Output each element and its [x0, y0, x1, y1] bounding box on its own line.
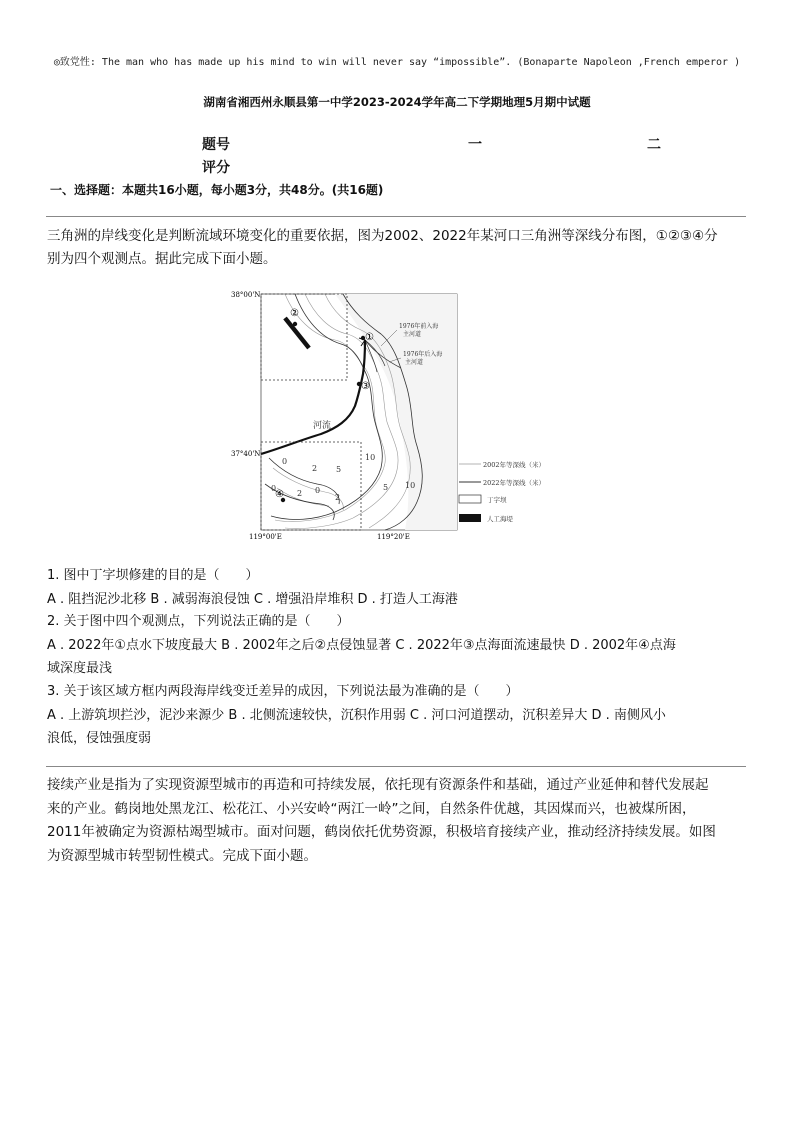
legend-item-2022: 2022年等深线（米）: [483, 479, 546, 487]
point3-label: ③: [361, 381, 370, 392]
depth-label: 2: [297, 489, 303, 498]
header-motto: ◎致党性: The man who has made up his mind to win will never say “impossible”. (Bonaparte Napoleon ,French emperor ): [53, 57, 741, 68]
lat-top-label: 38°00'N: [231, 291, 261, 299]
depth-label: 2: [312, 464, 318, 473]
old-channel-label-line2: 主河道: [403, 331, 422, 338]
depth-label: 0: [271, 484, 277, 493]
q3-options-line2: 浪低，侵蚀强度弱: [47, 731, 152, 746]
score-table-col1: 一: [468, 137, 482, 153]
q1-options: A . 阻挡泥沙北移 B . 减弱海浪侵蚀 C . 增强沿岸堆积 D . 打造人工海港: [47, 592, 458, 607]
new-channel-label-line2: 主河道: [405, 359, 424, 366]
depth-label: 10: [405, 481, 416, 490]
point4-label: ④: [275, 489, 284, 500]
observation-point-2: [293, 322, 297, 326]
delta-map-figure: [225, 288, 575, 548]
lon-left-label: 119°00'E: [249, 533, 282, 541]
group1-intro-line2: 别为四个观测点。据此完成下面小题。: [47, 251, 277, 267]
map-legend: [459, 460, 545, 523]
group2-line1: 接续产业是指为了实现资源型城市的再造和可持续发展，依托现有资源条件和基础，通过产业延伸和替代发展起: [47, 777, 709, 793]
score-table-row2-label: 评分: [202, 160, 230, 176]
legend-item-seawall: 人工海堤: [487, 515, 513, 523]
group2-line2: 来的产业。鹤岗地处黑龙江、松花江、小兴安岭“两江一岭”之间，自然条件优越，其因煤而兴，也被煤所困，: [47, 801, 696, 817]
legend-swatch-seawall: [459, 514, 481, 522]
group2-line4: 为资源型城市转型韧性模式。完成下面小题。: [47, 848, 317, 864]
depth-label: 5: [336, 465, 342, 474]
q3-stem: 3. 关于该区域方框内两段海岸线变迁差异的成因，下列说法最为准确的是（ ）: [47, 684, 519, 699]
q1-stem: 1. 图中丁字坝修建的目的是（ ）: [47, 568, 259, 583]
section-heading: 一、选择题：本题共16小题，每小题3分，共48分。(共16题): [50, 183, 384, 197]
lat-mid-label: 37°40'N: [231, 450, 261, 458]
score-table-col2: 二: [647, 137, 661, 153]
divider: [46, 766, 746, 767]
depth-label: 2: [335, 493, 341, 502]
new-channel-label-line1: 1976年后入海: [403, 351, 443, 358]
depth-label: 0: [315, 486, 321, 495]
depth-label: 0: [282, 457, 288, 466]
group1-intro-line1: 三角洲的岸线变化是判断流域环境变化的重要依据，图为2002、2022年某河口三角洲等深线分布图，①②③④分: [47, 228, 718, 244]
lon-right-label: 119°20'E: [377, 533, 410, 541]
old-channel-label-line1: 1976年前入海: [399, 323, 439, 330]
depth-label: 10: [365, 453, 376, 462]
group2-line3: 2011年被确定为资源枯竭型城市。面对问题，鹤岗依托优势资源，积极培育接续产业，推动经济持续发展。如图: [47, 824, 716, 840]
score-table-row1-label: 题号: [202, 137, 230, 153]
q2-stem: 2. 关于图中四个观测点，下列说法正确的是（ ）: [47, 614, 350, 629]
legend-item-groin: 丁字坝: [487, 496, 507, 504]
divider: [46, 216, 746, 217]
legend-swatch-groin: [459, 495, 481, 503]
depth-label: 5: [383, 483, 389, 492]
q2-options-line1: A . 2022年①点水下坡度最大 B . 2002年之后②点侵蚀显著 C . 2022年③点海面流速最快 D . 2002年④点海: [47, 638, 676, 653]
point2-label: ②: [290, 308, 299, 319]
point1-label: ①: [365, 332, 374, 343]
q2-options-line2: 域深度最浅: [47, 661, 113, 676]
q3-options-line1: A . 上游筑坝拦沙，泥沙来源少 B . 北侧流速较快，沉积作用弱 C . 河口河道摆动，沉积差异大 D . 南侧风小: [47, 708, 666, 723]
river-label: 河流: [313, 421, 332, 431]
page-title: 湖南省湘西州永顺县第一中学2023-2024学年高二下学期地理5月期中试题: [203, 95, 591, 109]
legend-item-2002: 2002年等深线（米）: [483, 461, 546, 469]
